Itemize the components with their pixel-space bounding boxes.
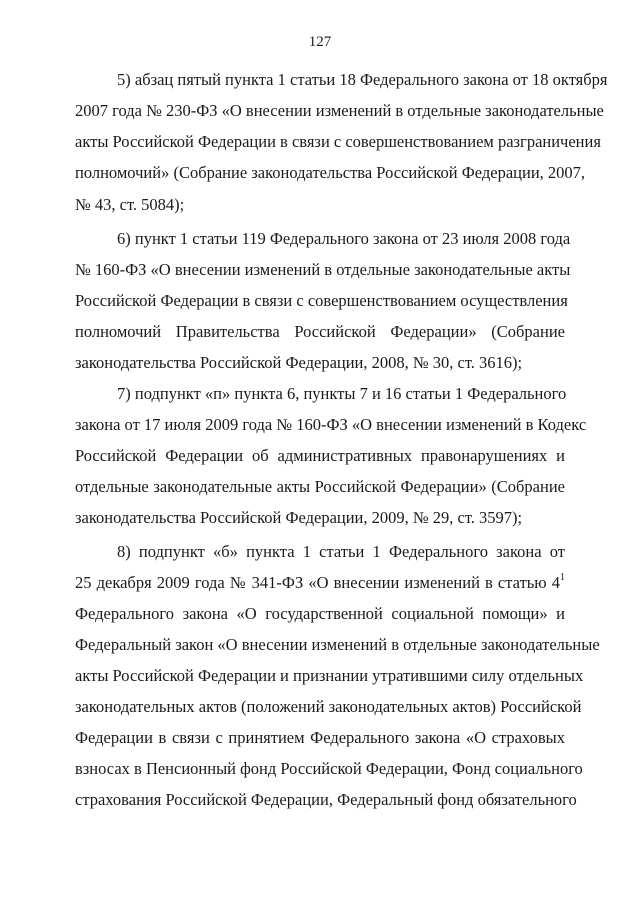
- text-line: полномочий Правительства Российской Федерации» (Собрание: [75, 322, 565, 341]
- superscript: 1: [560, 571, 565, 583]
- text-line: взносах в Пенсионный фонд Российской Федерации, Фонд социального: [75, 759, 583, 778]
- text-line: 5) абзац пятый пункта 1 статьи 18 Федерального закона от 18 октября: [117, 70, 608, 89]
- text-line: Федерации в связи с принятием Федерального закона «О страховых: [75, 728, 565, 747]
- text-line: 8) подпункт «б» пункта 1 статьи 1 Федерального закона от: [117, 542, 565, 561]
- text-line: закона от 17 июля 2009 года № 160-ФЗ «О внесении изменений в Кодекс: [75, 415, 587, 434]
- text-line: 2007 года № 230-ФЗ «О внесении изменений в отдельные законодательные: [75, 101, 604, 120]
- text-line: акты Российской Федерации и признании утратившими силу отдельных: [75, 666, 584, 685]
- text-line: Федерального закона «О государственной социальной помощи» и: [75, 604, 565, 623]
- text-line: 6) пункт 1 статьи 119 Федерального закона от 23 июля 2008 года: [117, 229, 571, 248]
- text-line: № 160-ФЗ «О внесении изменений в отдельные законодательные акты: [75, 260, 571, 279]
- text-line: отдельные законодательные акты Российской Федерации» (Собрание: [75, 477, 565, 496]
- page-number: 127: [308, 34, 332, 50]
- text-line: акты Российской Федерации в связи с совершенствованием разграничения: [75, 132, 601, 151]
- text-line: страхования Российской Федерации, Федеральный фонд обязательного: [75, 790, 577, 809]
- text-line: Федеральный закон «О внесении изменений в отдельные законодательные: [75, 635, 600, 654]
- text-line: 7) подпункт «п» пункта 6, пункты 7 и 16 статьи 1 Федерального: [117, 384, 567, 403]
- text-line-content: 25 декабря 2009 года № 341-ФЗ «О внесении изменений в статью 4: [75, 573, 560, 592]
- text-line: № 43, ст. 5084);: [75, 195, 185, 214]
- text-line: полномочий» (Собрание законодательства Российской Федерации, 2007,: [75, 163, 586, 182]
- text-line: Российской Федерации об административных правонарушениях и: [75, 446, 565, 465]
- text-line-with-superscript: [75, 573, 565, 593]
- text-line: законодательных актов (положений законодательных актов) Российской: [75, 697, 582, 716]
- text-line: Российской Федерации в связи с совершенствованием осуществления: [75, 291, 568, 310]
- text-line: законодательства Российской Федерации, 2008, № 30, ст. 3616);: [75, 353, 523, 372]
- text-line: законодательства Российской Федерации, 2009, № 29, ст. 3597);: [75, 508, 523, 527]
